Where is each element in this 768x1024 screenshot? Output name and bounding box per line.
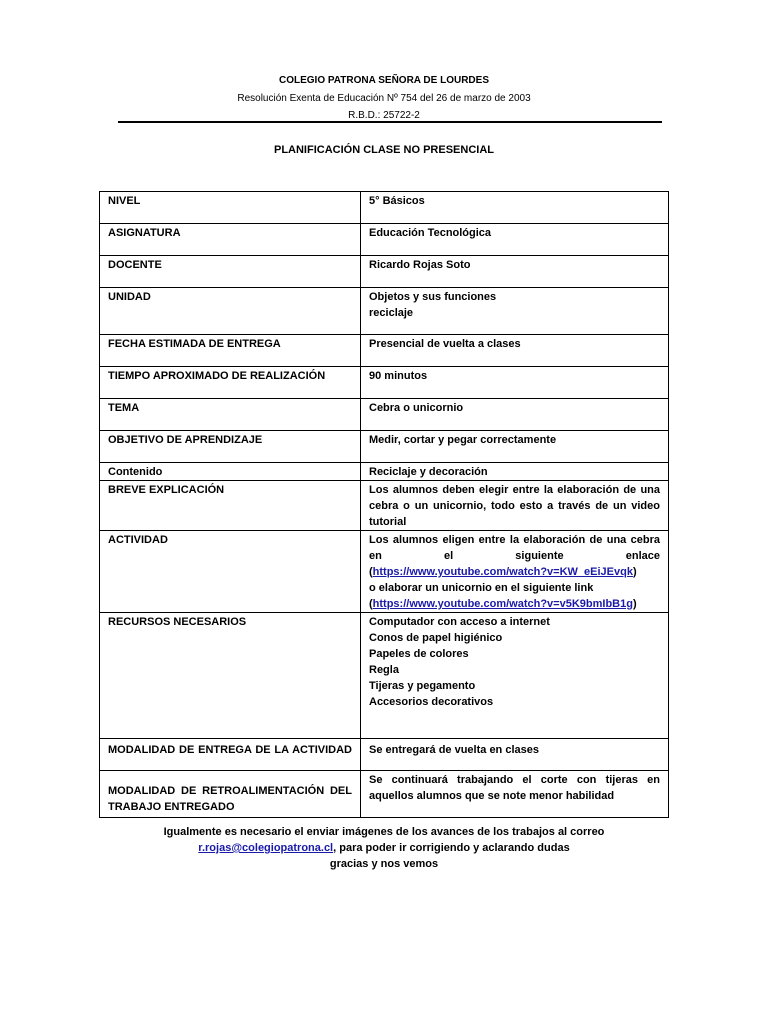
modalidad-retro-label-text: MODALIDAD DE RETROALIMENTACIÓN DEL TRABAJO ENTREGADO <box>108 785 352 813</box>
modalidad-entrega-label-text: MODALIDAD DE ENTREGA DE LA ACTIVIDAD <box>108 744 352 756</box>
label-recursos: RECURSOS NECESARIOS <box>100 613 361 739</box>
recurso-item: Conos de papel higiénico <box>369 632 503 644</box>
label-modalidad-entrega <box>100 739 361 771</box>
table-row <box>100 335 669 367</box>
actividad-link-2-line: (https://www.youtube.com/watch?v=v5K9bmIbB1g) <box>369 598 637 610</box>
table-row <box>100 192 669 224</box>
table-row <box>100 463 669 481</box>
value-modalidad-entrega: Se entregará de vuelta en clases <box>361 739 669 771</box>
value-fecha: Presencial de vuelta a clases <box>361 335 669 367</box>
email-link[interactable]: r.rojas@colegiopatrona.cl <box>198 842 334 854</box>
footer-line-3: gracias y nos vemos <box>329 858 439 870</box>
recurso-item: Papeles de colores <box>369 648 469 660</box>
recurso-item: Computador con acceso a internet <box>369 616 550 628</box>
table-row <box>100 224 669 256</box>
label-docente: DOCENTE <box>100 256 361 288</box>
header-divider <box>118 121 662 123</box>
table-row <box>100 256 669 288</box>
recurso-item: Regla <box>369 664 399 676</box>
table-row <box>100 531 669 613</box>
unidad-line-2: reciclaje <box>369 307 414 319</box>
resolution-text: Resolución Exenta de Educación Nº 754 del 26 de marzo de 2003 <box>237 93 531 104</box>
table-row <box>100 739 669 771</box>
value-modalidad-retro: Se continuará trabajando el corte con tijeras en aquellos alumnos que se note menor habilidad <box>361 771 669 818</box>
label-modalidad-retro <box>100 771 361 818</box>
label-asignatura: ASIGNATURA <box>100 224 361 256</box>
table-row <box>100 431 669 463</box>
label-tema: TEMA <box>100 399 361 431</box>
label-fecha: FECHA ESTIMADA DE ENTREGA <box>100 335 361 367</box>
value-nivel: 5° Básicos <box>361 192 669 224</box>
value-recursos <box>361 613 669 739</box>
value-asignatura: Educación Tecnológica <box>361 224 669 256</box>
table-row <box>100 481 669 531</box>
label-tiempo: TIEMPO APROXIMADO DE REALIZACIÓN <box>100 367 361 399</box>
table-row <box>100 613 669 739</box>
actividad-link-1-line: (https://www.youtube.com/watch?v=KW_eEiJEvqk) <box>369 566 637 578</box>
table-row <box>100 399 669 431</box>
actividad-text-2: o elaborar un unicornio en el siguiente link <box>369 582 594 594</box>
actividad-intro: Los alumnos eligen entre la elaboración de una cebra en el siguiente enlace <box>369 534 660 562</box>
table-row <box>100 288 669 335</box>
label-actividad: ACTIVIDAD <box>100 531 361 613</box>
value-actividad <box>361 531 669 613</box>
label-unidad: UNIDAD <box>100 288 361 335</box>
recurso-item: Tijeras y pegamento <box>369 680 476 692</box>
label-explicacion: BREVE EXPLICACIÓN <box>100 481 361 531</box>
table-row <box>100 771 669 818</box>
school-name: COLEGIO PATRONA SEÑORA DE LOURDES <box>278 75 489 86</box>
youtube-link-cebra[interactable]: https://www.youtube.com/watch?v=KW_eEiJEvqk <box>372 566 633 578</box>
value-explicacion: Los alumnos deben elegir entre la elaboración de una cebra o un unicornio, todo esto a través de un video tutorial <box>361 481 669 531</box>
value-docente: Ricardo Rojas Soto <box>361 256 669 288</box>
footer-line-2 <box>0 840 768 856</box>
label-nivel: NIVEL <box>100 192 361 224</box>
value-tiempo: 90 minutos <box>361 367 669 399</box>
rbd-text: R.B.D.: 25722-2 <box>348 110 420 121</box>
table-row <box>100 367 669 399</box>
page-title: PLANIFICACIÓN CLASE NO PRESENCIAL <box>273 144 494 156</box>
footer-note <box>0 824 768 872</box>
youtube-link-unicornio[interactable]: https://www.youtube.com/watch?v=v5K9bmIbB1g <box>372 598 633 610</box>
recurso-item: Accesorios decorativos <box>369 696 494 708</box>
footer-line-1: Igualmente es necesario el enviar imágenes de los avances de los trabajos al correo <box>163 826 605 838</box>
footer-line-2-rest: , para poder ir corrigiendo y aclarando dudas <box>333 842 570 854</box>
value-objetivo: Medir, cortar y pegar correctamente <box>361 431 669 463</box>
label-contenido: Contenido <box>100 463 361 481</box>
value-contenido: Reciclaje y decoración <box>361 463 669 481</box>
value-tema: Cebra o unicornio <box>361 399 669 431</box>
value-unidad <box>361 288 669 335</box>
label-objetivo: OBJETIVO DE APRENDIZAJE <box>100 431 361 463</box>
unidad-line-1: Objetos y sus funciones <box>369 291 497 303</box>
planning-table <box>99 191 669 818</box>
